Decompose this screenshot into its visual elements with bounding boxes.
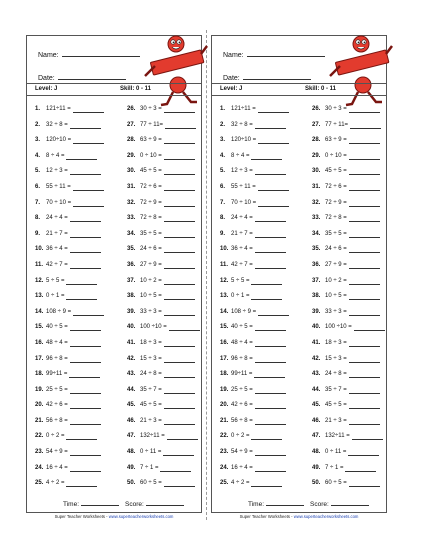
answer-blank[interactable] bbox=[255, 324, 286, 331]
problem-item: 36. 27 ÷ 9 = bbox=[127, 262, 209, 278]
problem-item: 22. 0 ÷ 2 = bbox=[35, 433, 117, 449]
problem-item: 46. 21 ÷ 3 = bbox=[127, 418, 209, 434]
time-field bbox=[248, 499, 304, 508]
answer-blank[interactable] bbox=[164, 309, 195, 316]
answer-blank[interactable] bbox=[349, 106, 380, 113]
answer-blank[interactable] bbox=[251, 278, 282, 285]
problem-item: 22. 0 ÷ 2 = bbox=[220, 433, 302, 449]
date-field-row bbox=[223, 72, 311, 82]
problem-item: 35. 24 ÷ 6 = bbox=[127, 246, 209, 262]
answer-blank[interactable] bbox=[70, 449, 101, 456]
problem-item: 15. 40 ÷ 5 = bbox=[220, 324, 302, 340]
answer-blank[interactable] bbox=[255, 262, 286, 269]
answer-blank[interactable] bbox=[349, 184, 380, 191]
site-link[interactable]: www.superteacherworksheets.com bbox=[293, 514, 359, 519]
answer-blank[interactable] bbox=[66, 433, 97, 440]
problem-item: 15. 40 ÷ 5 = bbox=[35, 324, 117, 340]
answer-blank[interactable] bbox=[349, 356, 380, 363]
problem-item: 48. 0 ÷ 11 = bbox=[312, 449, 394, 465]
answer-blank[interactable] bbox=[70, 262, 101, 269]
score-field bbox=[310, 499, 369, 508]
problem-item: 11. 42 ÷ 7 = bbox=[220, 262, 302, 278]
answer-blank[interactable] bbox=[70, 418, 101, 425]
problem-item: 36. 27 ÷ 9 = bbox=[312, 262, 394, 278]
answer-blank[interactable] bbox=[169, 324, 200, 331]
problem-item: 21. 56 ÷ 8 = bbox=[220, 418, 302, 434]
problems-grid bbox=[35, 106, 200, 487]
time-blank[interactable] bbox=[81, 499, 119, 506]
answer-blank[interactable] bbox=[70, 387, 101, 394]
answer-blank[interactable] bbox=[254, 371, 285, 378]
answer-blank[interactable] bbox=[70, 356, 101, 363]
problem-item: 44. 35 ÷ 7 = bbox=[312, 387, 394, 403]
answer-blank[interactable] bbox=[349, 246, 380, 253]
answer-blank[interactable] bbox=[165, 122, 196, 129]
answer-blank[interactable] bbox=[349, 340, 380, 347]
problem-item: 3. 120÷10 = bbox=[35, 137, 117, 153]
answer-blank[interactable] bbox=[164, 418, 195, 425]
answer-blank[interactable] bbox=[73, 137, 104, 144]
problem-item: 5. 12 ÷ 3 = bbox=[35, 168, 117, 184]
problem-item: 7. 70 ÷ 10 = bbox=[35, 200, 117, 216]
problem-item: 42. 15 ÷ 3 = bbox=[127, 356, 209, 372]
answer-blank[interactable] bbox=[349, 309, 380, 316]
answer-blank[interactable] bbox=[164, 340, 195, 347]
answer-blank[interactable] bbox=[164, 246, 195, 253]
problem-item: 14. 108 ÷ 9 = bbox=[220, 309, 302, 325]
problem-item: 16. 48 ÷ 4 = bbox=[220, 340, 302, 356]
answer-blank[interactable] bbox=[164, 215, 195, 222]
problem-item: 21. 56 ÷ 8 = bbox=[35, 418, 117, 434]
problem-item: 14. 108 ÷ 9 = bbox=[35, 309, 117, 325]
problem-item: 20. 42 ÷ 6 = bbox=[220, 402, 302, 418]
answer-blank[interactable] bbox=[164, 184, 195, 191]
problem-item: 6. 55 ÷ 11 = bbox=[35, 184, 117, 200]
answer-blank[interactable] bbox=[164, 293, 195, 300]
site-link[interactable]: www.superteacherworksheets.com bbox=[108, 514, 174, 519]
problem-item: 29. 0 ÷ 10 = bbox=[127, 153, 209, 169]
answer-blank[interactable] bbox=[164, 137, 195, 144]
problem-item: 42. 15 ÷ 3 = bbox=[312, 356, 394, 372]
problem-item: 5. 12 ÷ 3 = bbox=[220, 168, 302, 184]
time-blank[interactable] bbox=[266, 499, 304, 506]
problem-item: 6. 55 ÷ 11 = bbox=[220, 184, 302, 200]
problem-item: 46. 21 ÷ 3 = bbox=[312, 418, 394, 434]
problem-item: 34. 35 ÷ 5 = bbox=[127, 231, 209, 247]
problem-item: 31. 72 ÷ 6 = bbox=[312, 184, 394, 200]
problem-item: 19. 25 ÷ 5 = bbox=[220, 387, 302, 403]
problem-item: 24. 16 ÷ 4 = bbox=[35, 465, 117, 481]
answer-blank[interactable] bbox=[348, 449, 379, 456]
problem-item: 49. 7 ÷ 1 = bbox=[312, 465, 394, 481]
answer-blank[interactable] bbox=[349, 137, 380, 144]
answer-blank[interactable] bbox=[70, 246, 101, 253]
problem-item: 38. 10 ÷ 5 = bbox=[127, 293, 209, 309]
problem-column-a bbox=[220, 106, 302, 496]
answer-blank[interactable] bbox=[73, 200, 104, 207]
answer-blank[interactable] bbox=[255, 418, 286, 425]
answer-blank[interactable] bbox=[66, 480, 97, 487]
problem-item: 23. 54 ÷ 9 = bbox=[220, 449, 302, 465]
answer-blank[interactable] bbox=[255, 122, 286, 129]
answer-blank[interactable] bbox=[164, 262, 195, 269]
answer-blank[interactable] bbox=[70, 402, 101, 409]
problem-item: 1. 121÷11 = bbox=[220, 106, 302, 122]
answer-blank[interactable] bbox=[255, 215, 286, 222]
level-text: Level: J bbox=[35, 86, 58, 92]
level-skill-bar bbox=[27, 83, 201, 96]
answer-blank[interactable] bbox=[251, 153, 282, 160]
problem-item: 19. 25 ÷ 5 = bbox=[35, 387, 117, 403]
problem-item: 39. 33 ÷ 3 = bbox=[312, 309, 394, 325]
problem-item: 26. 30 ÷ 3 = bbox=[127, 106, 209, 122]
problem-item: 41. 18 ÷ 3 = bbox=[127, 340, 209, 356]
level-text: Level: J bbox=[220, 86, 243, 92]
answer-blank[interactable] bbox=[258, 184, 289, 191]
answer-blank[interactable] bbox=[349, 153, 380, 160]
answer-blank[interactable] bbox=[349, 231, 380, 238]
answer-blank[interactable] bbox=[70, 324, 101, 331]
problem-item: 18. 99÷11 = bbox=[220, 371, 302, 387]
answer-blank[interactable] bbox=[73, 106, 104, 113]
answer-blank[interactable] bbox=[255, 168, 286, 175]
answer-blank[interactable] bbox=[258, 309, 289, 316]
answer-blank[interactable] bbox=[345, 465, 376, 472]
answer-blank[interactable] bbox=[251, 433, 282, 440]
problem-column-b bbox=[127, 106, 209, 496]
problem-item: 35. 24 ÷ 6 = bbox=[312, 246, 394, 262]
problem-item: 45. 45 ÷ 5 = bbox=[312, 402, 394, 418]
problem-item: 17. 96 ÷ 8 = bbox=[35, 356, 117, 372]
answer-blank[interactable] bbox=[255, 465, 286, 472]
answer-blank[interactable] bbox=[164, 387, 195, 394]
problem-item: 8. 24 ÷ 4 = bbox=[220, 215, 302, 231]
answer-blank[interactable] bbox=[354, 324, 385, 331]
problem-item: 32. 72 ÷ 9 = bbox=[312, 200, 394, 216]
answer-blank[interactable] bbox=[349, 371, 380, 378]
answer-blank[interactable] bbox=[349, 387, 380, 394]
problem-item: 24. 16 ÷ 4 = bbox=[220, 465, 302, 481]
score-field bbox=[125, 499, 184, 508]
name-label: Name: bbox=[38, 52, 59, 59]
answer-blank[interactable] bbox=[70, 122, 101, 129]
problem-item: 40. 100 ÷10 = bbox=[312, 324, 394, 340]
problem-item: 47. 132÷11 = bbox=[127, 433, 209, 449]
date-blank[interactable] bbox=[58, 72, 126, 80]
answer-blank[interactable] bbox=[258, 137, 289, 144]
date-blank[interactable] bbox=[243, 72, 311, 80]
answer-blank[interactable] bbox=[258, 106, 289, 113]
problem-item: 23. 54 ÷ 9 = bbox=[35, 449, 117, 465]
answer-blank[interactable] bbox=[255, 402, 286, 409]
problems-grid bbox=[220, 106, 385, 487]
answer-blank[interactable] bbox=[163, 449, 194, 456]
answer-blank[interactable] bbox=[70, 465, 101, 472]
problem-item: 37. 10 ÷ 2 = bbox=[312, 278, 394, 294]
answer-blank[interactable] bbox=[66, 293, 97, 300]
answer-blank[interactable] bbox=[349, 215, 380, 222]
problem-item: 25. 4 ÷ 2 = bbox=[35, 480, 117, 496]
answer-blank[interactable] bbox=[73, 309, 104, 316]
problem-item: 13. 0 ÷ 1 = bbox=[220, 293, 302, 309]
answer-blank[interactable] bbox=[160, 465, 191, 472]
problem-item: 28. 63 ÷ 9 = bbox=[312, 137, 394, 153]
problem-item: 48. 0 ÷ 11 = bbox=[127, 449, 209, 465]
answer-blank[interactable] bbox=[251, 293, 282, 300]
answer-blank[interactable] bbox=[349, 278, 380, 285]
answer-blank[interactable] bbox=[349, 200, 380, 207]
name-blank[interactable] bbox=[247, 49, 325, 57]
problem-item: 32. 72 ÷ 9 = bbox=[127, 200, 209, 216]
problem-item: 44. 35 ÷ 7 = bbox=[127, 387, 209, 403]
problem-item: 50. 60 ÷ 5 = bbox=[312, 480, 394, 496]
answer-blank[interactable] bbox=[258, 200, 289, 207]
problem-item: 8. 24 ÷ 4 = bbox=[35, 215, 117, 231]
problem-item: 17. 96 ÷ 8 = bbox=[220, 356, 302, 372]
time-label: Time: bbox=[248, 501, 265, 508]
answer-blank[interactable] bbox=[70, 168, 101, 175]
name-blank[interactable] bbox=[62, 49, 140, 57]
division-mascot-icon bbox=[328, 30, 398, 108]
problem-item: 20. 42 ÷ 6 = bbox=[35, 402, 117, 418]
answer-blank[interactable] bbox=[255, 356, 286, 363]
problem-item: 2. 32 ÷ 8 = bbox=[35, 122, 117, 138]
problem-item: 11. 42 ÷ 7 = bbox=[35, 262, 117, 278]
answer-blank[interactable] bbox=[164, 402, 195, 409]
answer-blank[interactable] bbox=[349, 402, 380, 409]
problem-column-a bbox=[35, 106, 117, 496]
answer-blank[interactable] bbox=[164, 153, 195, 160]
answer-blank[interactable] bbox=[350, 122, 381, 129]
answer-blank[interactable] bbox=[164, 231, 195, 238]
answer-blank[interactable] bbox=[164, 480, 195, 487]
answer-blank[interactable] bbox=[164, 371, 195, 378]
answer-blank[interactable] bbox=[66, 278, 97, 285]
answer-blank[interactable] bbox=[73, 184, 104, 191]
problem-item: 10. 36 ÷ 4 = bbox=[35, 246, 117, 262]
skill-text: Skill: 0 - 11 bbox=[305, 86, 337, 92]
answer-blank[interactable] bbox=[69, 371, 100, 378]
worksheet-right bbox=[211, 35, 387, 513]
problem-column-b bbox=[312, 106, 394, 496]
problem-item: 34. 35 ÷ 5 = bbox=[312, 231, 394, 247]
answer-blank[interactable] bbox=[70, 340, 101, 347]
score-blank[interactable] bbox=[331, 499, 369, 506]
problem-item: 50. 60 ÷ 5 = bbox=[127, 480, 209, 496]
problem-item: 25. 4 ÷ 2 = bbox=[220, 480, 302, 496]
answer-blank[interactable] bbox=[255, 449, 286, 456]
problem-item: 33. 72 ÷ 8 = bbox=[127, 215, 209, 231]
answer-blank[interactable] bbox=[255, 231, 286, 238]
problem-item: 30. 45 ÷ 5 = bbox=[127, 168, 209, 184]
date-label: Date: bbox=[38, 75, 55, 82]
problem-item: 3. 120÷10 = bbox=[220, 137, 302, 153]
level-skill-bar bbox=[212, 83, 386, 96]
answer-blank[interactable] bbox=[255, 246, 286, 253]
answer-blank[interactable] bbox=[255, 340, 286, 347]
skill-text: Skill: 0 - 11 bbox=[120, 86, 152, 92]
problem-item: 4. 8 ÷ 4 = bbox=[220, 153, 302, 169]
answer-blank[interactable] bbox=[164, 278, 195, 285]
problem-item: 10. 36 ÷ 4 = bbox=[220, 246, 302, 262]
problem-item: 47. 132÷11 = bbox=[312, 433, 394, 449]
problem-item: 12. 5 ÷ 5 = bbox=[35, 278, 117, 294]
problem-item: 37. 10 ÷ 2 = bbox=[127, 278, 209, 294]
answer-blank[interactable] bbox=[255, 387, 286, 394]
answer-blank[interactable] bbox=[164, 200, 195, 207]
answer-blank[interactable] bbox=[349, 480, 380, 487]
problem-item: 7. 70 ÷ 10 = bbox=[220, 200, 302, 216]
problem-item: 18. 99÷11 = bbox=[35, 371, 117, 387]
problem-item: 39. 33 ÷ 3 = bbox=[127, 309, 209, 325]
answer-blank[interactable] bbox=[349, 168, 380, 175]
problem-item: 28. 63 ÷ 9 = bbox=[127, 137, 209, 153]
problem-item: 9. 21 ÷ 7 = bbox=[220, 231, 302, 247]
problem-item: 27. 77 ÷ 11= bbox=[127, 122, 209, 138]
answer-blank[interactable] bbox=[251, 480, 282, 487]
answer-blank[interactable] bbox=[66, 153, 97, 160]
problem-item: 16. 48 ÷ 4 = bbox=[35, 340, 117, 356]
score-blank[interactable] bbox=[146, 499, 184, 506]
score-label: Score: bbox=[310, 501, 329, 508]
problem-item: 45. 45 ÷ 5 = bbox=[127, 402, 209, 418]
site-credit: Super Teacher Worksheets - www.superteacherworksheets.com bbox=[239, 514, 359, 519]
problem-item: 9. 21 ÷ 7 = bbox=[35, 231, 117, 247]
time-field bbox=[63, 499, 119, 508]
problem-item: 31. 72 ÷ 6 = bbox=[127, 184, 209, 200]
problem-item: 33. 72 ÷ 8 = bbox=[312, 215, 394, 231]
answer-blank[interactable] bbox=[352, 433, 383, 440]
answer-blank[interactable] bbox=[349, 418, 380, 425]
problem-item: 41. 18 ÷ 3 = bbox=[312, 340, 394, 356]
problem-item: 27. 77 ÷ 11= bbox=[312, 122, 394, 138]
time-label: Time: bbox=[63, 501, 80, 508]
answer-blank[interactable] bbox=[70, 215, 101, 222]
answer-blank[interactable] bbox=[349, 262, 380, 269]
worksheet-left bbox=[26, 35, 202, 513]
answer-blank[interactable] bbox=[167, 433, 198, 440]
division-mascot-icon bbox=[143, 30, 213, 108]
problem-item: 12. 5 ÷ 5 = bbox=[220, 278, 302, 294]
date-field-row bbox=[38, 72, 126, 82]
problem-item: 4. 8 ÷ 4 = bbox=[35, 153, 117, 169]
problem-item: 38. 10 ÷ 5 = bbox=[312, 293, 394, 309]
answer-blank[interactable] bbox=[349, 293, 380, 300]
date-label: Date: bbox=[223, 75, 240, 82]
name-label: Name: bbox=[223, 52, 244, 59]
answer-blank[interactable] bbox=[164, 168, 195, 175]
name-field-row bbox=[38, 49, 140, 59]
site-credit: Super Teacher Worksheets - www.superteacherworksheets.com bbox=[54, 514, 174, 519]
problem-item: 49. 7 ÷ 1 = bbox=[127, 465, 209, 481]
problem-item: 40. 100 ÷10 = bbox=[127, 324, 209, 340]
problem-item: 29. 0 ÷ 10 = bbox=[312, 153, 394, 169]
problem-item: 1. 121÷11 = bbox=[35, 106, 117, 122]
answer-blank[interactable] bbox=[164, 356, 195, 363]
problem-item: 13. 0 ÷ 1 = bbox=[35, 293, 117, 309]
problem-item: 43. 24 ÷ 8 = bbox=[127, 371, 209, 387]
name-field-row bbox=[223, 49, 325, 59]
problem-item: 30. 45 ÷ 5 = bbox=[312, 168, 394, 184]
problem-item: 43. 24 ÷ 8 = bbox=[312, 371, 394, 387]
problem-item: 2. 32 ÷ 8 = bbox=[220, 122, 302, 138]
answer-blank[interactable] bbox=[164, 106, 195, 113]
answer-blank[interactable] bbox=[70, 231, 101, 238]
problem-item: 26. 30 ÷ 3 = bbox=[312, 106, 394, 122]
score-label: Score: bbox=[125, 501, 144, 508]
